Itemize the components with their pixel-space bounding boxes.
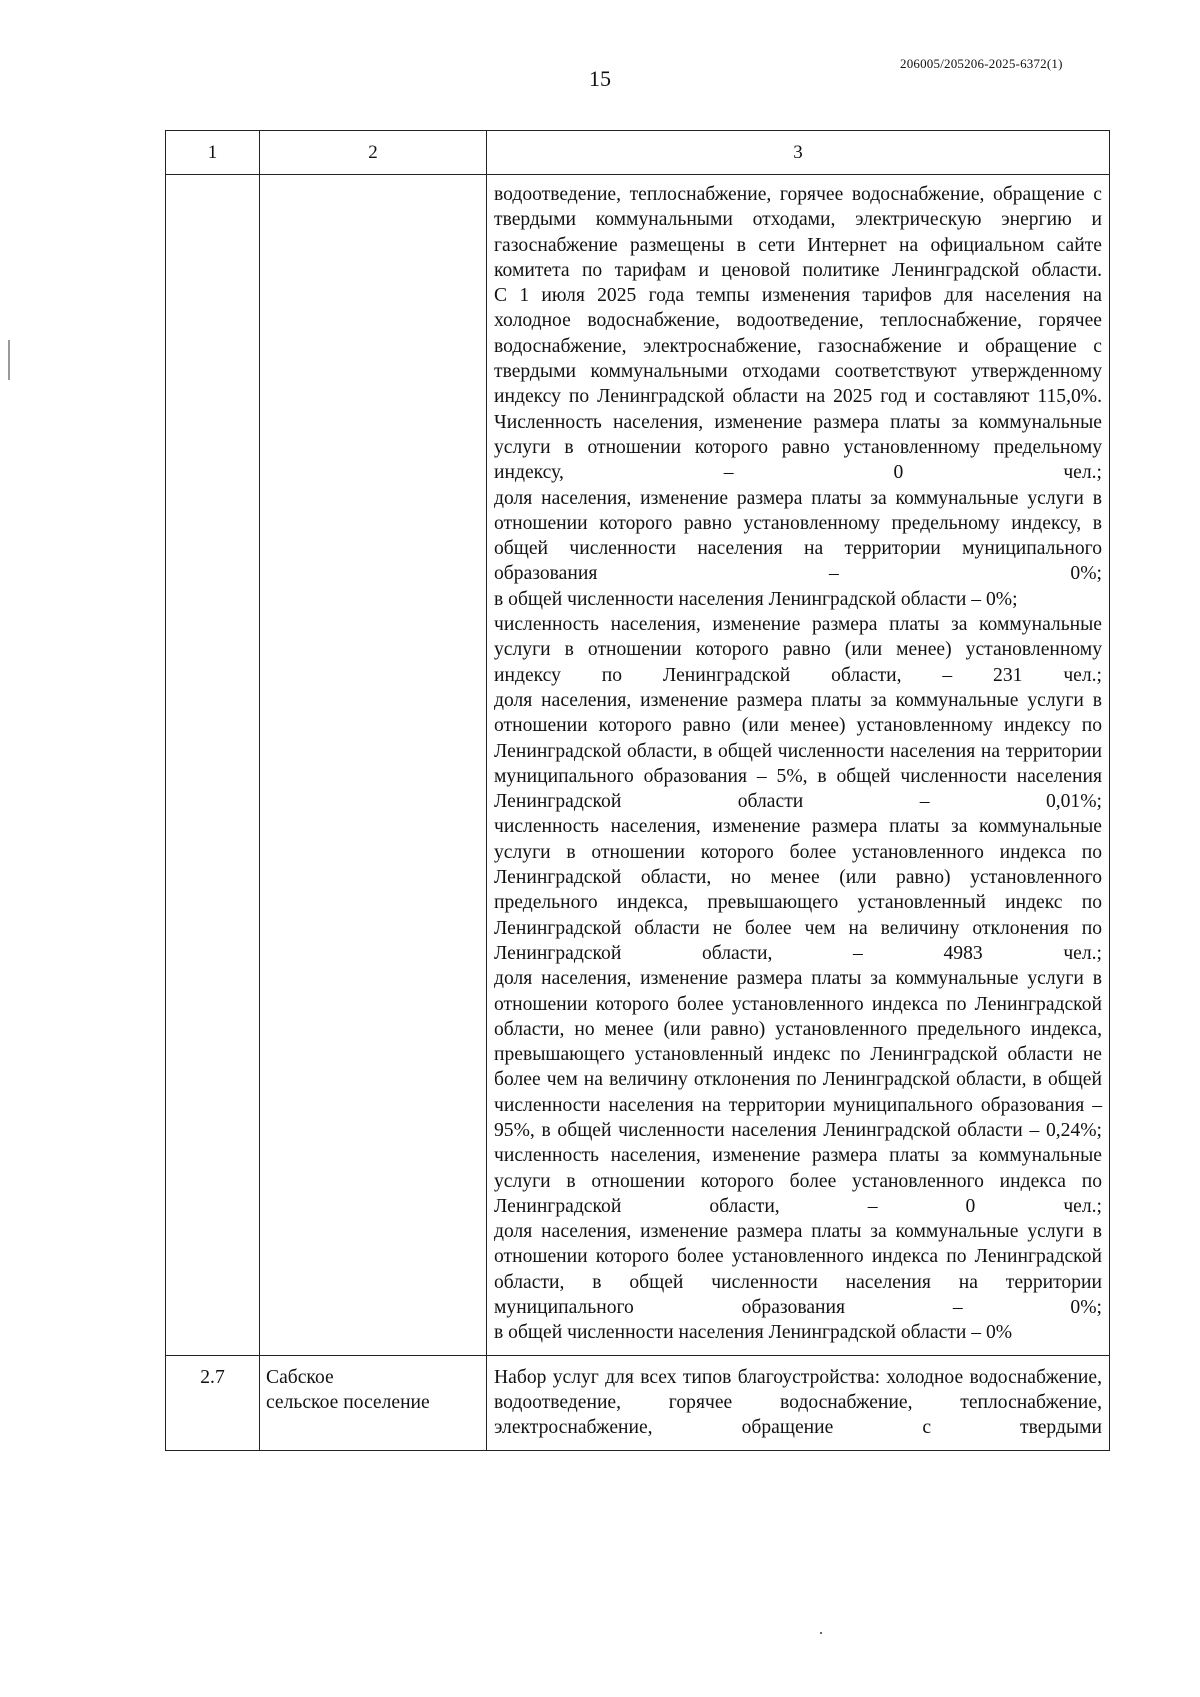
paragraph: водоотведение, теплоснабжение, горячее водоснабжение, обращение с твердыми коммунальными отходами, электрическую энергию и газоснабжение размещены в сети Интернет на официальном сайте комитета по тарифам и ценовой политике Ленинградской области.: [494, 184, 1102, 281]
column-header-1: 1: [166, 131, 260, 175]
paragraph: Численность населения, изменение размера платы за коммунальные услуги в отношении которого равно установленному предельному индексу, – 0 чел.;: [494, 411, 1102, 484]
scan-artifact: [8, 340, 10, 380]
paragraph: доля населения, изменение размера платы за коммунальные услуги в отношении которого равно установленному предельному индексу, в общей численности населения на территории муниципального образования – 0%;: [494, 487, 1102, 585]
paragraph: Набор услуг для всех типов благоустройства: холодное водоснабжение, водоотведение, горячее водоснабжение, теплоснабжение, электроснабжение, обращение с твердыми: [494, 1366, 1102, 1439]
table-row-continued: [166, 175, 1110, 1356]
row-number-cell: [166, 175, 260, 1356]
paragraph: С 1 июля 2025 года темпы изменения тарифов для населения на холодное водоснабжение, водоотведение, теплоснабжение, горячее водоснабжение, электроснабжение, газоснабжение и обращение с твердыми коммунальными отходами соответствуют утвержденному индексу по Ленинградской области на 2025 год и составляют 115,0%.: [494, 285, 1102, 408]
row-description-cell: [487, 175, 1110, 1356]
paragraph: в общей численности населения Ленинградской области – 0%;: [494, 588, 1018, 610]
table-row-2-7: [166, 1355, 1110, 1450]
page-number: 15: [589, 66, 611, 91]
row-name-cell: [260, 1355, 487, 1450]
scan-artifact: [820, 1632, 822, 1634]
services-table: [165, 130, 1110, 1451]
settlement-name-line: Сабское: [266, 1366, 334, 1388]
table-header-row: [166, 131, 1110, 175]
row-name-cell: [260, 175, 487, 1356]
paragraph: численность населения, изменение размера платы за коммунальные услуги в отношении которого более установленного индекса по Ленинградской области, – 0 чел.;: [494, 1145, 1102, 1217]
settlement-name-line: сельское поселение: [266, 1391, 430, 1413]
row-description-cell: [487, 1355, 1110, 1450]
column-header-3: 3: [487, 131, 1110, 175]
paragraph: доля населения, изменение размера платы за коммунальные услуги в отношении которого равно (или менее) установленному индексу по Ленинградской области, в общей численности населения на территории муниципального образования – 5%, в общей численности населения Ленинградской области – 0,01%;: [494, 689, 1102, 813]
paragraph: доля населения, изменение размера платы за коммунальные услуги в отношении которого более установленного индекса по Ленинградской области, но менее (или равно) установленного предельного индекса, превышающего установленный индекс по Ленинградской области не более чем на величину отклонения по Ленинградской области, в общей численности населения на территории муниципального образования – 95%, в общей численности населения Ленинградской области – 0,24%;: [494, 968, 1102, 1141]
paragraph: численность населения, изменение размера платы за коммунальные услуги в отношении которого равно (или менее) установленному индексу по Ленинградской области, – 231 чел.;: [494, 614, 1102, 686]
paragraph: доля населения, изменение размера платы за коммунальные услуги в отношении которого более установленного индекса по Ленинградской области, в общей численности населения на территории муниципального образования – 0%;: [494, 1221, 1102, 1319]
row-number-cell: 2.7: [166, 1355, 260, 1450]
column-header-2: 2: [260, 131, 487, 175]
document-id: 206005/205206-2025-6372(1): [900, 56, 1063, 71]
paragraph: в общей численности населения Ленинградской области – 0%: [494, 1322, 1013, 1344]
paragraph: численность населения, изменение размера платы за коммунальные услуги в отношении которого более установленного индекса по Ленинградской области, но менее (или равно) установленного предельного индекса, превышающего установленный индекс по Ленинградской области не более чем на величину отклонения по Ленинградской области, – 4983 чел.;: [494, 816, 1102, 964]
